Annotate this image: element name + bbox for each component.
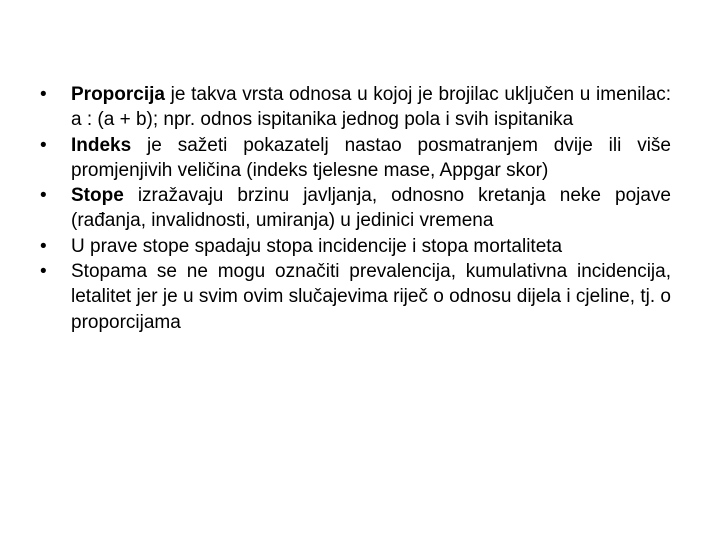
bullet-text [71, 261, 671, 333]
bullet-item-stope [40, 183, 671, 234]
bullet-text [71, 236, 562, 257]
bullet-body: U prave stope spadaju stopa incidencije i stopa mortaliteta [71, 235, 563, 257]
bullet-term: Proporcija [71, 84, 165, 105]
bullet-item-prave-stope [40, 234, 671, 259]
bullet-list [40, 82, 671, 335]
bullet-icon: • [40, 235, 47, 257]
bullet-item-proporcija [40, 82, 671, 133]
bullet-text [71, 84, 671, 130]
bullet-text [71, 135, 671, 181]
bullet-item-indeks [40, 133, 671, 184]
bullet-icon: • [40, 261, 47, 283]
bullet-icon: • [40, 84, 47, 105]
bullet-icon: • [40, 185, 47, 207]
bullet-text [71, 185, 671, 231]
bullet-body: je sažeti pokazatelj nastao posmatranjem dvije ili više promjenjivih veličina (indeks tjelesne mase, Appgar skor) [71, 134, 671, 181]
bullet-term: Indeks [71, 134, 132, 156]
bullet-body: Stopama se ne mogu označiti prevalencija, kumulativna incidencija, letalitet jer je u svim ovim slučajevima riječ o odnosu dijela i cjeline, tj. o proporcijama [71, 261, 671, 333]
bullet-item-stopama [40, 259, 671, 335]
bullet-term: Stope [71, 185, 124, 207]
bullet-body: izražavaju brzinu javljanja, odnosno kretanja neke pojave (rađanja, invalidnosti, umiranja) u jedinici vremena [71, 185, 671, 232]
bullet-icon: • [40, 134, 47, 156]
bullet-body: je takva vrsta odnosa u kojoj je brojilac uključen u imenilac: a : (a + b); npr. odnos ispitanika jednog pola i svih ispitanika [71, 84, 671, 131]
